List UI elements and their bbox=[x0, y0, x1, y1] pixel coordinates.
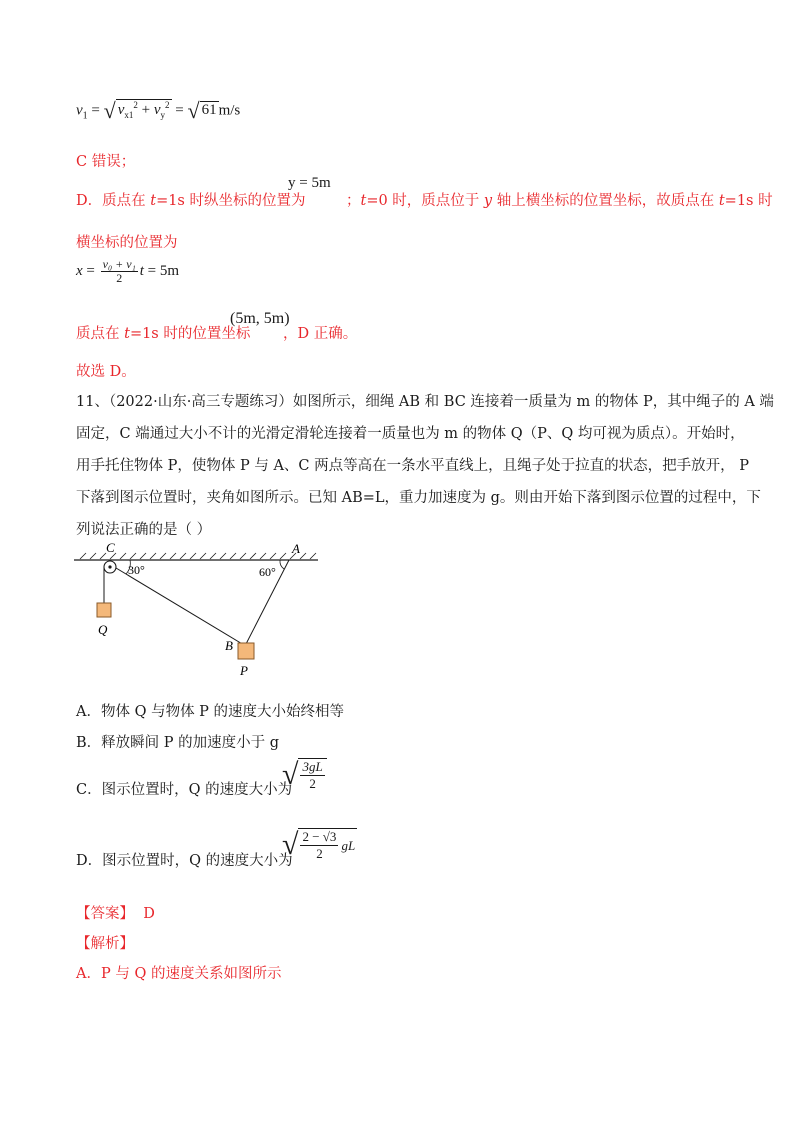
question-11-line-1: 11、（2022·山东·高三专题练习）如图所示，细绳 AB 和 BC 连接着一质量为 m 的物体 P，其中绳子的 A 端 bbox=[76, 394, 774, 410]
option-a: A．物体 Q 与物体 P 的速度大小始终相等 bbox=[76, 704, 345, 720]
label-p: P bbox=[240, 663, 248, 678]
pulley-diagram bbox=[70, 538, 330, 680]
option-d-formula: √ 2 − √3 2 gL bbox=[282, 828, 356, 861]
ceiling-hatch bbox=[80, 553, 316, 559]
v1-formula: $v_1$ = √ $v_{x1}^2 + v_y^2$ = √ 61 m/s bbox=[76, 98, 241, 123]
angle-arc-a bbox=[280, 560, 284, 569]
question-11-line-2: 固定，C 端通过大小不计的光滑定滑轮连接着一质量也为 m 的物体 Q（P、Q 均可视为质点）。开始时， bbox=[76, 426, 745, 442]
angle-label-60: 60° bbox=[259, 565, 276, 579]
d-explanation-line-2: ；t=0 时，质点位于 y 轴上横坐标的位置坐标，故质点在 t=1s 时 bbox=[346, 193, 773, 209]
x-position-label: 横坐标的位置为 bbox=[76, 235, 178, 251]
label-b: B bbox=[225, 638, 233, 653]
question-11-line-5: 列说法正确的是（ ） bbox=[76, 522, 212, 538]
y-formula: y = 5m bbox=[288, 175, 331, 191]
position-line-end: ，D 正确。 bbox=[283, 326, 358, 342]
question-11-line-4: 下落到图示位置时，夹角如图所示。已知 AB=L，重力加速度为 g。则由开始下落到图示位置的过程中，下 bbox=[76, 490, 761, 506]
option-c: C．图示位置时，Q 的速度大小为 bbox=[76, 782, 293, 798]
analysis-label: 【解析】 bbox=[76, 936, 134, 952]
rope-cb bbox=[116, 568, 244, 645]
option-c-formula: √ $\frac{3gL}{2}$ bbox=[282, 758, 327, 792]
label-q: Q bbox=[98, 622, 108, 637]
box-p bbox=[238, 643, 254, 659]
x-formula: x = $\frac{\text{v₀ + v₁}}{2}$ t = 5m bbox=[76, 257, 180, 286]
pulley-axle bbox=[108, 565, 111, 568]
option-d: D．图示位置时，Q 的速度大小为 bbox=[76, 853, 293, 869]
label-a: A bbox=[292, 541, 300, 556]
position-coordinate: (5m, 5m) bbox=[230, 310, 290, 327]
box-q bbox=[97, 603, 111, 617]
c-wrong-text: C 错误； bbox=[76, 154, 136, 170]
option-b: B．释放瞬间 P 的加速度小于 g bbox=[76, 735, 280, 751]
choose-d-text: 故选 D。 bbox=[76, 364, 136, 380]
answer-label: 【答案】 bbox=[76, 906, 134, 922]
d-explanation-line: D．质点在 t=1s 时纵坐标的位置为 bbox=[76, 193, 306, 209]
answer-value: D bbox=[143, 906, 155, 922]
position-line: 质点在 t=1s 时的位置坐标 bbox=[76, 326, 251, 342]
analysis-a-line: A．P 与 Q 的速度关系如图所示 bbox=[76, 966, 282, 982]
answer-line bbox=[76, 902, 155, 923]
angle-label-30: 30° bbox=[128, 563, 145, 577]
label-c: C bbox=[106, 540, 115, 555]
question-11-line-3: 用手托住物体 P，使物体 P 与 A、C 两点等高在一条水平直线上，且绳子处于拉直的状态，把手放开， P bbox=[76, 458, 749, 474]
